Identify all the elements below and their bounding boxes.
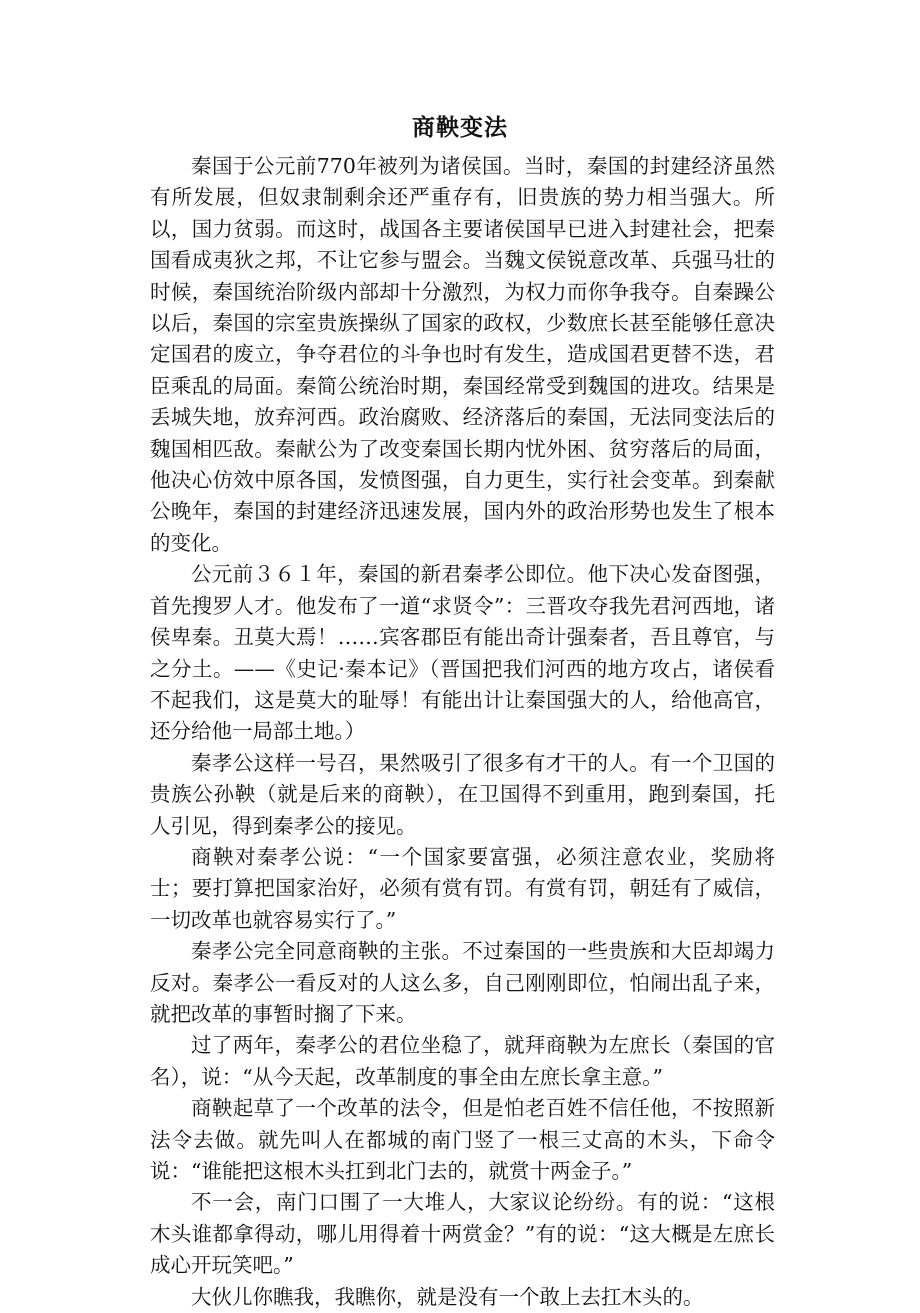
paragraph: 大伙儿你瞧我，我瞧你，就是没有一个敢上去扛木头的。 bbox=[191, 1284, 704, 1309]
paragraph: 商鞅起草了一个改革的法令，但是怕老百姓不信任他，不按照新法令去做。就先叫人在都城的南门竖了一根三丈高的木头，下命令说：“谁能把这根木头扛到北门去的，就赏十两金子。” bbox=[150, 1096, 775, 1183]
paragraph: 不一会，南门口围了一大堆人，大家议论纷纷。有的说：“这根木头谁都拿得动，哪儿用得着十两赏金？”有的说：“这大概是左庶长成心开玩笑吧。” bbox=[150, 1190, 775, 1278]
document-title: 商鞅变法 bbox=[412, 114, 508, 141]
paragraph: 秦孝公完全同意商鞅的主张。不过秦国的一些贵族和大臣却竭力反对。秦孝公一看反对的人这么多，自己刚刚即位，怕闹出乱子来，就把改革的事暂时搁了下来。 bbox=[150, 939, 775, 1026]
document-body bbox=[150, 151, 775, 1313]
paragraph: 过了两年，秦孝公的君位坐稳了，就拜商鞅为左庶长（秦国的官名），说：“从今天起，改革制度的事全由左庶长拿主意。” bbox=[150, 1033, 775, 1089]
paragraph: 公元前３６１年，秦国的新君秦孝公即位。他下决心发奋图强，首先搜罗人才。他发布了一道“求贤令”：三晋攻夺我先君河西地，诸侯卑秦。丑莫大焉！……宾客郡臣有能出奇计强秦者，吾且尊官，与之分土。——《史记·秦本记》（晋国把我们河西的地方攻占，诸侯看不起我们，这是莫大的耻辱！有能出计让秦国强大的人，给他高官，还分给他一局部土地。） bbox=[150, 562, 775, 744]
paragraph: 秦国于公元前770年被列为诸侯国。当时，秦国的封建经济虽然有所发展，但奴隶制剩余还严重存有，旧贵族的势力相当强大。所以，国力贫弱。而这时，战国各主要诸侯国早已进入封建社会，把秦国看成夷狄之邦，不让它参与盟会。当魏文侯锐意改革、兵强马壮的时候，秦国统治阶级内部却十分激烈，为权力而你争我夺。自秦躁公以后，秦国的宗室贵族操纵了国家的政权，少数庶长甚至能够任意决定国君的废立，争夺君位的斗争也时有发生，造成国君更替不迭，君臣乘乱的局面。秦简公统治时期，秦国经常受到魏国的进攻。结果是丢城失地，放弃河西。政治腐败、经济落后的秦国，无法同变法后的魏国相匹敌。秦献公为了改变秦国长期内忧外困、贫穷落后的局面，他决心仿效中原各国，发愤图强，自力更生，实行社会变革。到秦献公晚年，秦国的封建经济迅速发展，国内外的政治形势也发生了根本的变化。 bbox=[150, 154, 775, 555]
paragraph: 秦孝公这样一号召，果然吸引了很多有才干的人。有一个卫国的贵族公孙鞅（就是后来的商鞅），在卫国得不到重用，跑到秦国，托人引见，得到秦孝公的接见。 bbox=[150, 750, 775, 838]
paragraph: 商鞅对秦孝公说：“一个国家要富强，必须注意农业，奖励将士；要打算把国家治好，必须有赏有罚。有赏有罚，朝廷有了威信，一切改革也就容易实行了。” bbox=[150, 844, 775, 932]
